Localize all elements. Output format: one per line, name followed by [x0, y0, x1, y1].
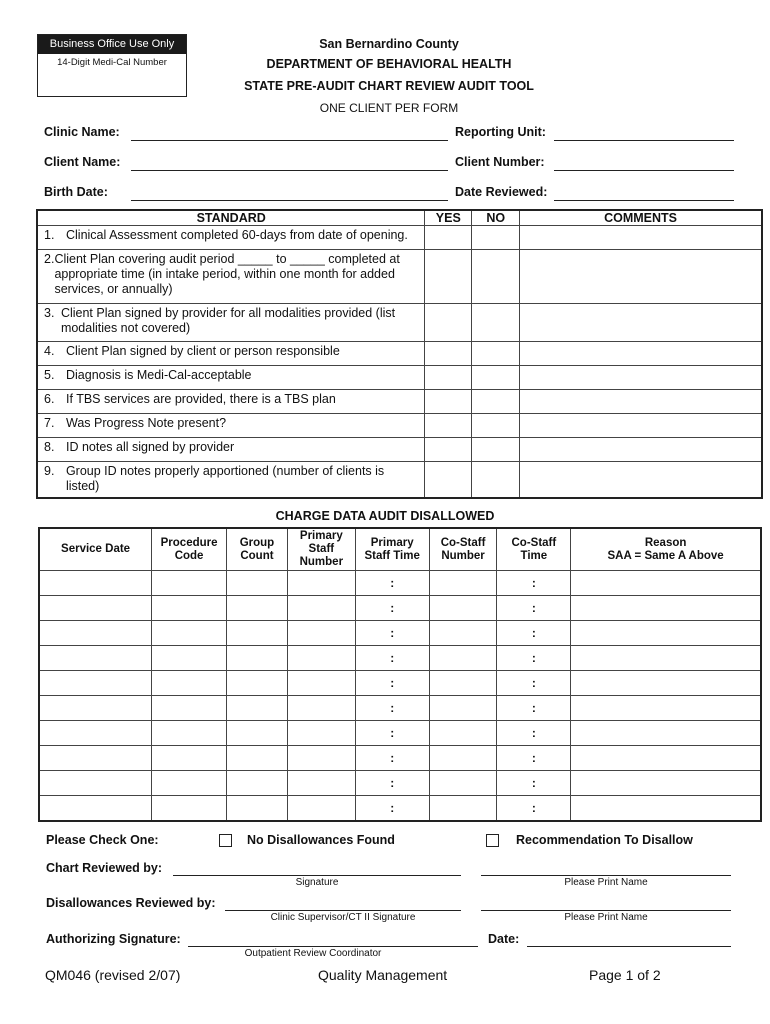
primary-staff-number-cell[interactable]	[287, 746, 355, 771]
primary-staff-number-cell[interactable]	[287, 771, 355, 796]
reason-cell[interactable]	[571, 721, 761, 746]
costaff-number-cell[interactable]	[429, 596, 497, 621]
supervisor-signature-field[interactable]	[225, 910, 461, 911]
time-separator: :	[390, 626, 395, 640]
group-count-cell[interactable]	[227, 771, 288, 796]
reason-title: Reason	[644, 536, 687, 549]
costaff-time-cell[interactable]	[497, 796, 571, 822]
reason-cell[interactable]	[571, 646, 761, 671]
chart-reviewed-name-field[interactable]	[481, 875, 731, 876]
table-row	[39, 771, 761, 796]
table-row	[39, 571, 761, 596]
table-row	[39, 646, 761, 671]
charge-data-table	[38, 527, 762, 822]
costaff-number-cell[interactable]	[429, 646, 497, 671]
procedure-code-cell[interactable]	[152, 721, 227, 746]
recommend-disallow-label: Recommendation To Disallow	[516, 833, 693, 847]
reason-subtitle: SAA = Same A Above	[607, 549, 724, 562]
costaff-number-cell[interactable]	[429, 571, 497, 596]
department-footer: Quality Management	[318, 967, 448, 983]
table-row	[37, 438, 762, 462]
group-count-cell[interactable]	[227, 671, 288, 696]
table-row	[39, 721, 761, 746]
procedure-code-cell[interactable]	[152, 771, 227, 796]
row-number: 3.	[44, 306, 55, 320]
no-cell[interactable]	[472, 342, 520, 366]
time-separator: :	[531, 576, 536, 590]
reason-header	[571, 528, 761, 571]
supervisor-signature-caption: Clinic Supervisor/CT II Signature	[270, 912, 416, 923]
primary-staff-time-cell[interactable]	[355, 596, 429, 621]
service-date-cell[interactable]	[39, 671, 152, 696]
time-separator: :	[531, 751, 536, 765]
date-reviewed-field[interactable]	[554, 200, 734, 201]
date-field[interactable]	[527, 946, 731, 947]
table-row	[39, 746, 761, 771]
table-row	[37, 414, 762, 438]
medi-cal-number-label: 14-Digit Medi-Cal Number	[57, 57, 167, 68]
procedure-code-cell[interactable]	[152, 646, 227, 671]
row-number: 4.	[44, 344, 55, 358]
costaff-number-cell[interactable]	[429, 771, 497, 796]
yes-cell[interactable]	[425, 366, 472, 390]
costaff-time-cell[interactable]	[497, 621, 571, 646]
print-name-caption: Please Print Name	[564, 877, 648, 888]
signature-caption: Signature	[295, 877, 339, 888]
group-count-cell[interactable]	[227, 646, 288, 671]
costaff-number-cell[interactable]	[429, 796, 497, 822]
row-number: 8.	[44, 440, 55, 454]
time-separator: :	[390, 726, 395, 740]
yes-cell[interactable]	[425, 304, 472, 342]
group-count-cell[interactable]	[227, 696, 288, 721]
recommend-disallow-checkbox[interactable]	[486, 834, 499, 847]
costaff-time-cell[interactable]	[497, 596, 571, 621]
procedure-code-cell[interactable]	[152, 621, 227, 646]
primary-staff-number-cell[interactable]	[287, 571, 355, 596]
costaff-time-cell[interactable]	[497, 571, 571, 596]
county-title: San Bernardino County	[319, 37, 459, 51]
print-name-caption-2: Please Print Name	[564, 912, 648, 923]
business-office-header: Business Office Use Only	[38, 35, 186, 54]
yes-cell[interactable]	[425, 462, 472, 498]
comments-cell[interactable]	[520, 342, 762, 366]
clinic-name-label: Clinic Name:	[44, 125, 120, 139]
time-separator: :	[390, 651, 395, 665]
primary-staff-number-cell[interactable]	[287, 596, 355, 621]
procedure-code-cell[interactable]	[152, 571, 227, 596]
reason-cell[interactable]	[571, 696, 761, 721]
table-row	[37, 462, 762, 498]
service-date-cell[interactable]	[39, 796, 152, 822]
reason-cell[interactable]	[571, 771, 761, 796]
procedure-code-cell[interactable]	[152, 596, 227, 621]
standards-table	[36, 209, 763, 499]
no-cell[interactable]	[472, 366, 520, 390]
primary-staff-time-cell[interactable]	[355, 746, 429, 771]
time-separator: :	[390, 676, 395, 690]
service-date-cell[interactable]	[39, 696, 152, 721]
yes-cell[interactable]	[425, 342, 472, 366]
yes-cell[interactable]	[425, 226, 472, 250]
standard-text: Was Progress Note present?	[66, 416, 227, 430]
costaff-number-cell[interactable]	[429, 721, 497, 746]
service-date-cell[interactable]	[39, 571, 152, 596]
no-disallowances-checkbox[interactable]	[219, 834, 232, 847]
no-cell[interactable]	[472, 304, 520, 342]
group-count-cell[interactable]	[227, 796, 288, 822]
costaff-time-cell[interactable]	[497, 746, 571, 771]
group-count-cell[interactable]	[227, 746, 288, 771]
costaff-time-cell[interactable]	[497, 671, 571, 696]
standard-text: Client Plan covering audit period _____ to _____ completed at appropriate time (in intake period, within one month for added services, or annually)	[54, 252, 400, 296]
comments-header: COMMENTS	[520, 210, 762, 226]
yes-cell[interactable]	[425, 414, 472, 438]
primary-staff-time-cell[interactable]	[355, 696, 429, 721]
reason-cell[interactable]	[571, 571, 761, 596]
group-count-header: Group Count	[227, 528, 288, 571]
group-count-cell[interactable]	[227, 721, 288, 746]
no-cell[interactable]	[472, 414, 520, 438]
time-separator: :	[531, 701, 536, 715]
primary-staff-number-header: Primary Staff Number	[287, 528, 355, 571]
time-separator: :	[531, 676, 536, 690]
primary-staff-number-cell[interactable]	[287, 671, 355, 696]
no-cell[interactable]	[472, 438, 520, 462]
disallowances-reviewed-label: Disallowances Reviewed by:	[46, 896, 216, 910]
birth-date-field[interactable]	[131, 200, 448, 201]
table-row	[39, 671, 761, 696]
comments-cell[interactable]	[520, 304, 762, 342]
standard-header: STANDARD	[37, 210, 425, 226]
primary-staff-time-cell[interactable]	[355, 796, 429, 822]
primary-staff-time-cell[interactable]	[355, 571, 429, 596]
group-count-cell[interactable]	[227, 621, 288, 646]
yes-cell[interactable]	[425, 390, 472, 414]
primary-staff-number-cell[interactable]	[287, 696, 355, 721]
table-row	[37, 366, 762, 390]
table-row	[39, 621, 761, 646]
clinic-name-field[interactable]	[131, 140, 448, 141]
no-cell[interactable]	[472, 250, 520, 304]
procedure-code-cell[interactable]	[152, 746, 227, 771]
standard-text: Clinical Assessment completed 60-days from date of opening.	[66, 228, 408, 242]
reason-cell[interactable]	[571, 621, 761, 646]
authorizing-signature-field[interactable]	[188, 946, 478, 947]
table-row	[37, 304, 762, 342]
form-subtitle: ONE CLIENT PER FORM	[319, 101, 459, 115]
costaff-time-cell[interactable]	[497, 646, 571, 671]
service-date-header: Service Date	[39, 528, 152, 571]
charge-data-title: CHARGE DATA AUDIT DISALLOWED	[275, 509, 495, 523]
group-count-cell[interactable]	[227, 571, 288, 596]
costaff-time-header: Co-Staff Time	[497, 528, 571, 571]
client-number-field[interactable]	[554, 170, 734, 171]
procedure-code-cell[interactable]	[152, 696, 227, 721]
row-number: 2.	[44, 252, 55, 266]
table-row	[39, 596, 761, 621]
primary-staff-time-cell[interactable]	[355, 621, 429, 646]
standard-text: Client Plan signed by client or person responsible	[66, 344, 340, 358]
chart-reviewed-signature-field[interactable]	[173, 875, 461, 876]
reason-cell[interactable]	[571, 746, 761, 771]
reason-cell[interactable]	[571, 796, 761, 822]
primary-staff-number-cell[interactable]	[287, 796, 355, 822]
time-separator: :	[531, 651, 536, 665]
reason-cell[interactable]	[571, 596, 761, 621]
row-number: 9.	[44, 464, 55, 478]
time-separator: :	[390, 751, 395, 765]
no-cell[interactable]	[472, 462, 520, 498]
form-id: QM046 (revised 2/07)	[45, 967, 181, 983]
page-number: Page 1 of 2	[589, 967, 661, 983]
costaff-time-cell[interactable]	[497, 771, 571, 796]
procedure-code-cell[interactable]	[152, 796, 227, 822]
time-separator: :	[531, 626, 536, 640]
client-number-label: Client Number:	[455, 155, 545, 169]
comments-cell[interactable]	[520, 438, 762, 462]
time-separator: :	[531, 776, 536, 790]
reporting-unit-label: Reporting Unit:	[455, 125, 546, 139]
client-name-label: Client Name:	[44, 155, 121, 169]
time-separator: :	[531, 801, 536, 815]
no-cell[interactable]	[472, 226, 520, 250]
primary-staff-time-cell[interactable]	[355, 646, 429, 671]
costaff-number-header: Co-Staff Number	[429, 528, 497, 571]
standard-text: Diagnosis is Medi-Cal-acceptable	[66, 368, 252, 382]
standard-text: Group ID notes properly apportioned (number of clients is listed)	[65, 464, 385, 493]
service-date-cell[interactable]	[39, 746, 152, 771]
primary-staff-number-cell[interactable]	[287, 621, 355, 646]
costaff-number-cell[interactable]	[429, 746, 497, 771]
procedure-code-cell[interactable]	[152, 671, 227, 696]
table-row	[39, 796, 761, 822]
time-separator: :	[531, 726, 536, 740]
birth-date-label: Birth Date:	[44, 185, 108, 199]
time-separator: :	[531, 601, 536, 615]
time-separator: :	[390, 776, 395, 790]
no-cell[interactable]	[472, 390, 520, 414]
primary-staff-time-cell[interactable]	[355, 771, 429, 796]
reason-cell[interactable]	[571, 671, 761, 696]
department-title: DEPARTMENT OF BEHAVIORAL HEALTH	[266, 57, 512, 71]
standard-text: If TBS services are provided, there is a TBS plan	[66, 392, 336, 406]
yes-header: YES	[425, 210, 472, 226]
form-title: STATE PRE-AUDIT CHART REVIEW AUDIT TOOL	[244, 79, 534, 93]
group-count-cell[interactable]	[227, 596, 288, 621]
comments-cell[interactable]	[520, 366, 762, 390]
reporting-unit-field[interactable]	[554, 140, 734, 141]
client-name-field[interactable]	[131, 170, 448, 171]
chart-reviewed-label: Chart Reviewed by:	[46, 861, 163, 875]
table-row	[37, 390, 762, 414]
time-separator: :	[390, 576, 395, 590]
service-date-cell[interactable]	[39, 771, 152, 796]
time-separator: :	[390, 801, 395, 815]
authorizing-signature-label: Authorizing Signature:	[46, 932, 181, 946]
no-disallowances-label: No Disallowances Found	[247, 833, 395, 847]
costaff-number-cell[interactable]	[429, 696, 497, 721]
costaff-time-cell[interactable]	[497, 721, 571, 746]
time-separator: :	[390, 601, 395, 615]
row-number: 7.	[44, 416, 55, 430]
no-header: NO	[472, 210, 520, 226]
comments-cell[interactable]	[520, 390, 762, 414]
row-number: 5.	[44, 368, 55, 382]
standard-text: Client Plan signed by provider for all modalities provided (list modalities not covered)	[60, 306, 396, 335]
table-row	[37, 250, 762, 304]
comments-cell[interactable]	[520, 414, 762, 438]
primary-staff-time-cell[interactable]	[355, 671, 429, 696]
costaff-time-cell[interactable]	[497, 696, 571, 721]
costaff-number-cell[interactable]	[429, 671, 497, 696]
standard-text: ID notes all signed by provider	[66, 440, 235, 454]
comments-cell[interactable]	[520, 462, 762, 498]
table-row	[39, 696, 761, 721]
yes-cell[interactable]	[425, 438, 472, 462]
costaff-number-cell[interactable]	[429, 621, 497, 646]
coordinator-caption: Outpatient Review Coordinator	[244, 948, 382, 959]
primary-staff-number-cell[interactable]	[287, 721, 355, 746]
table-row	[37, 342, 762, 366]
check-one-label: Please Check One:	[46, 833, 159, 847]
table-row	[37, 226, 762, 250]
row-number: 1.	[44, 228, 55, 242]
service-date-cell[interactable]	[39, 646, 152, 671]
supervisor-name-field[interactable]	[481, 910, 731, 911]
primary-staff-time-header: Primary Staff Time	[355, 528, 429, 571]
primary-staff-number-cell[interactable]	[287, 646, 355, 671]
procedure-code-header: Procedure Code	[152, 528, 227, 571]
comments-cell[interactable]	[520, 250, 762, 304]
yes-cell[interactable]	[425, 250, 472, 304]
time-separator: :	[390, 701, 395, 715]
service-date-cell[interactable]	[39, 596, 152, 621]
date-label: Date:	[488, 932, 520, 946]
service-date-cell[interactable]	[39, 721, 152, 746]
comments-cell[interactable]	[520, 226, 762, 250]
row-number: 6.	[44, 392, 55, 406]
primary-staff-time-cell[interactable]	[355, 721, 429, 746]
date-reviewed-label: Date Reviewed:	[455, 185, 548, 199]
service-date-cell[interactable]	[39, 621, 152, 646]
